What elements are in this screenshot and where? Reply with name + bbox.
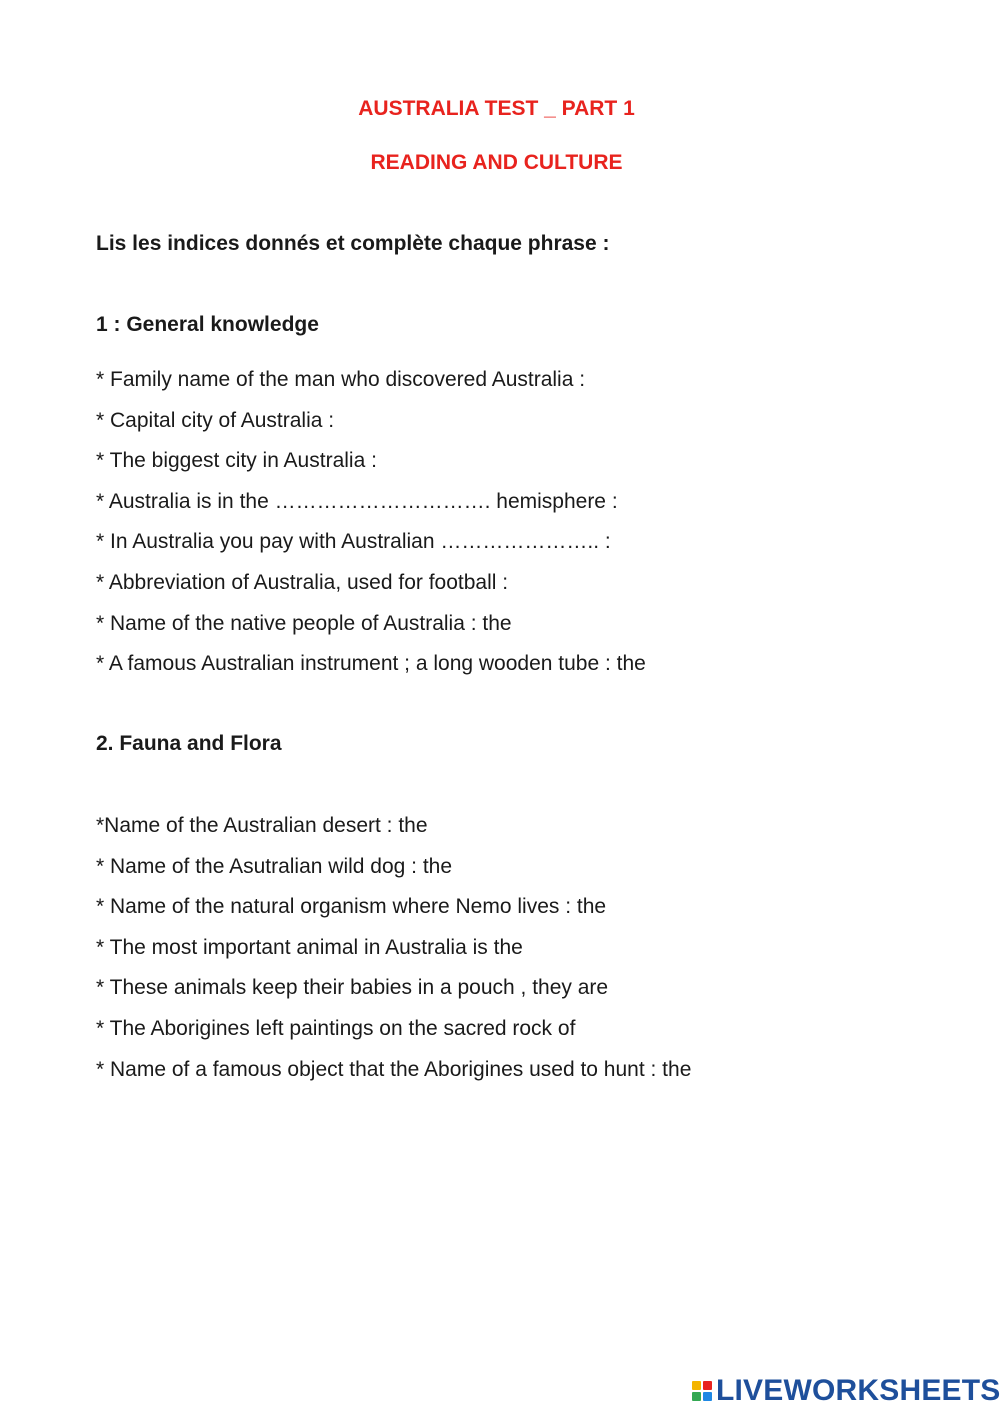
logo-square: [692, 1381, 701, 1390]
logo-square: [692, 1392, 701, 1401]
question-item: * The most important animal in Australia is the: [96, 935, 523, 959]
question-item: *Name of the Australian desert : the: [96, 814, 428, 837]
fauna-flora-list: [96, 814, 691, 1098]
logo-square: [703, 1392, 712, 1401]
question-item: * Name of the natural organism where Nemo lives : the: [96, 895, 607, 919]
question-item: * These animals keep their babies in a pouch , they are: [96, 976, 609, 1000]
page-subtitle: READING AND CULTURE: [370, 151, 623, 174]
question-item: * Name of the native people of Australia : the: [96, 611, 512, 635]
page-title: AUSTRALIA TEST _ PART 1: [358, 97, 635, 120]
liveworksheets-logo: [692, 1373, 1000, 1409]
question-item: * In Australia you pay with Australian ………………….. :: [96, 530, 611, 554]
section-heading-general-knowledge: 1 : General knowledge: [96, 313, 319, 336]
question-item: * A famous Australian instrument ; a long wooden tube : the: [96, 652, 646, 676]
logo-icon: [692, 1381, 712, 1401]
question-item: * Capital city of Australia :: [96, 408, 335, 432]
section-heading-fauna-flora: 2. Fauna and Flora: [96, 732, 282, 755]
question-item: * Abbreviation of Australia, used for football :: [96, 570, 509, 594]
question-item: * Family name of the man who discovered Australia :: [96, 368, 586, 391]
question-item: * Australia is in the …………………………. hemisphere :: [96, 489, 618, 513]
question-item: * Name of a famous object that the Aborigines used to hunt : the: [96, 1057, 692, 1081]
instruction-text: Lis les indices donnés et complète chaque phrase :: [96, 232, 610, 255]
question-item: * The biggest city in Australia :: [96, 449, 377, 473]
general-knowledge-list: [96, 368, 646, 693]
question-item: * Name of the Asutralian wild dog : the: [96, 854, 453, 878]
question-item: * The Aborigines left paintings on the sacred rock of: [96, 1016, 576, 1040]
logo-square: [703, 1381, 712, 1390]
logo-text: LIVEWORKSHEETS: [716, 1374, 1000, 1407]
